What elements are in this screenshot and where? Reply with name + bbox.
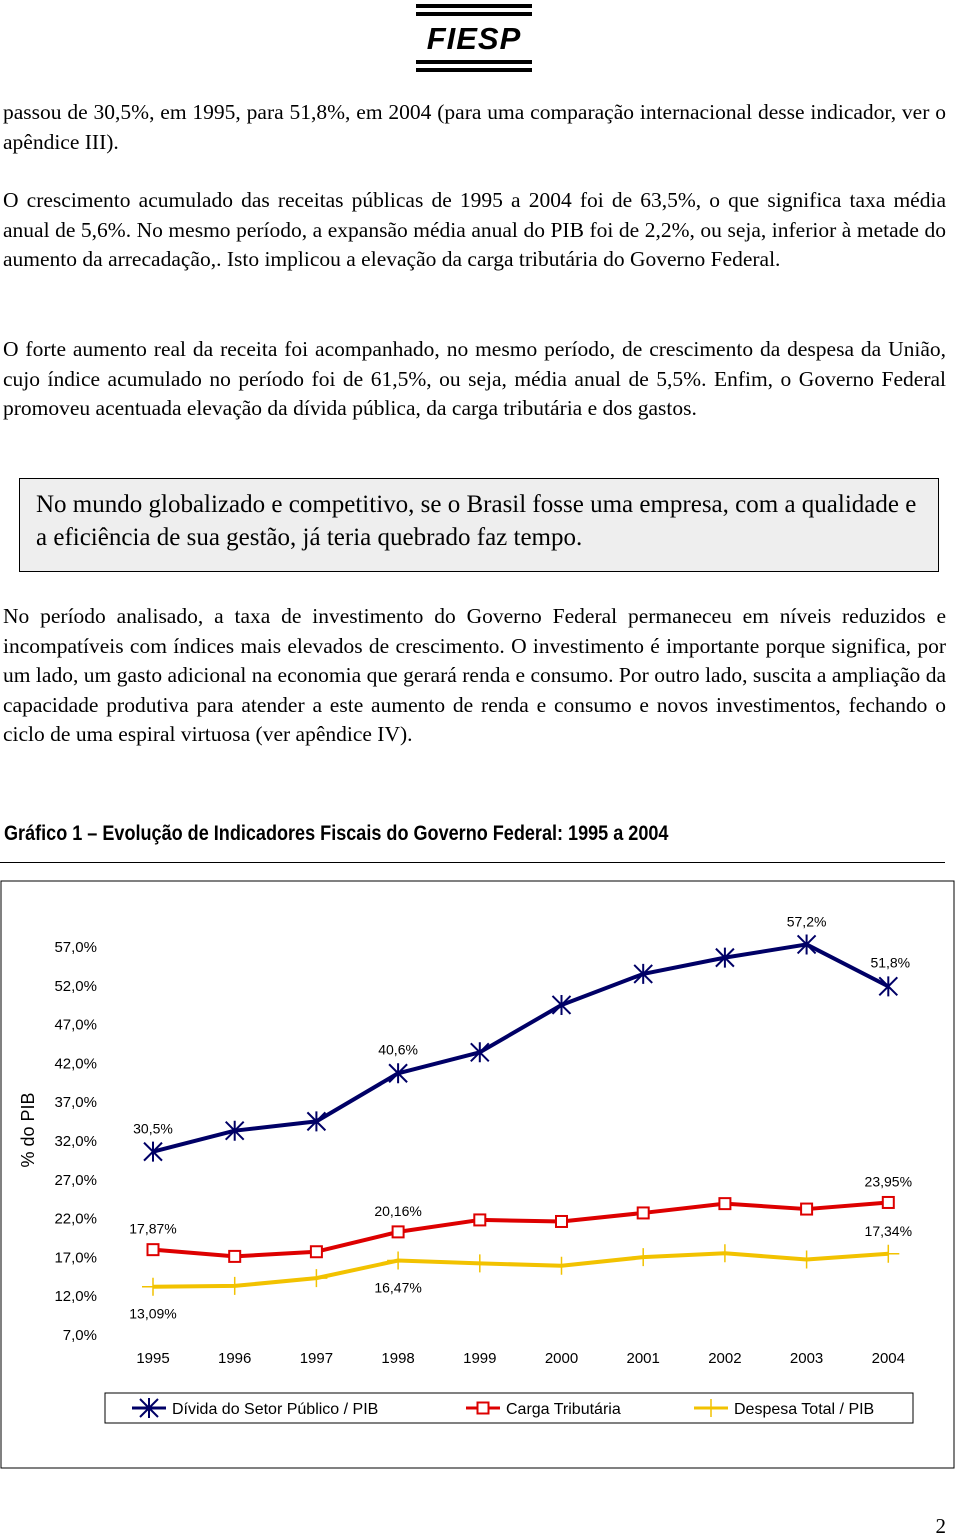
y-tick-label: 22,0% xyxy=(54,1210,97,1228)
page-number: 2 xyxy=(935,1514,946,1538)
y-tick-label: 52,0% xyxy=(54,977,97,995)
x-tick-label: 2004 xyxy=(871,1350,905,1367)
y-tick-label: 17,0% xyxy=(54,1249,97,1267)
data-point xyxy=(474,1214,485,1225)
y-tick-label: 12,0% xyxy=(54,1288,97,1306)
x-tick-label: 2001 xyxy=(626,1350,660,1367)
data-label: 23,95% xyxy=(864,1173,913,1190)
data-label: 20,16% xyxy=(374,1202,422,1219)
highlight-box: No mundo globalizado e competitivo, se o Brasil fosse uma empresa, com a qualidade e a eficiência de sua gestão, já teria quebrado faz tempo. xyxy=(19,478,939,572)
x-tick-label: 1999 xyxy=(463,1350,497,1367)
data-point xyxy=(796,1251,818,1269)
data-point xyxy=(229,1251,240,1262)
data-label: 51,8% xyxy=(870,954,911,971)
data-point xyxy=(632,1248,654,1266)
data-point xyxy=(311,1246,322,1257)
data-point xyxy=(714,1244,736,1262)
data-label: 17,87% xyxy=(129,1220,177,1237)
figure-title-rule xyxy=(0,862,945,863)
series-line-1 xyxy=(153,944,888,1151)
data-point xyxy=(148,1244,159,1255)
data-point xyxy=(387,1252,409,1270)
data-label: 16,47% xyxy=(374,1279,422,1296)
data-label: 17,34% xyxy=(864,1222,913,1239)
data-point xyxy=(801,1204,812,1215)
paragraph-1: passou de 30,5%, em 1995, para 51,8%, em 2004 (para uma comparação internacional desse indicador, ver o apêndice III). xyxy=(3,100,946,154)
y-tick-label: 42,0% xyxy=(54,1055,97,1073)
y-tick-label: 27,0% xyxy=(54,1171,97,1189)
x-tick-label: 1998 xyxy=(381,1350,415,1367)
y-tick-label: 7,0% xyxy=(62,1327,97,1344)
data-point xyxy=(224,1277,246,1295)
data-point xyxy=(556,1216,567,1227)
data-label: 57,2% xyxy=(786,913,827,930)
legend-label-3: Despesa Total / PIB xyxy=(734,1401,875,1418)
data-label: 13,09% xyxy=(129,1305,177,1322)
x-tick-label: 2002 xyxy=(708,1350,742,1367)
series-line-3 xyxy=(153,1253,888,1286)
x-tick-label: 2000 xyxy=(544,1350,579,1367)
legend-marker-2 xyxy=(478,1403,489,1414)
chart-frame xyxy=(1,881,954,1468)
data-point xyxy=(142,1278,164,1296)
series-line-2 xyxy=(153,1202,888,1256)
legend-label-2: Carga Tributária xyxy=(506,1401,621,1418)
data-point xyxy=(469,1254,491,1272)
fiesp-logo xyxy=(416,4,532,72)
data-point xyxy=(551,1257,573,1275)
paragraph-4: No período analisado, a taxa de investimento do Governo Federal permaneceu em níveis reduzidos e incompatíveis com índices mais elevados de crescimento. O investimento é importante porque significa, por um lado, um gasto adicional na economia que gerará renda e consumo. Por outro lado, suscita a ampliação da capacidade produtiva para atender a este aumento de renda e consumo e novos investimentos, fechando o ciclo de uma espiral virtuosa (ver apêndice IV). xyxy=(3,604,946,747)
y-tick-label: 32,0% xyxy=(54,1133,97,1150)
y-tick-label: 47,0% xyxy=(54,1016,97,1034)
data-point xyxy=(879,976,897,996)
data-point xyxy=(719,1198,730,1209)
data-label: 40,6% xyxy=(378,1041,418,1058)
y-tick-label: 57,0% xyxy=(54,939,97,956)
x-tick-label: 1995 xyxy=(136,1350,170,1367)
y-axis-label: % do PIB xyxy=(18,1092,38,1168)
data-point xyxy=(883,1197,894,1208)
data-point xyxy=(305,1269,327,1287)
data-point xyxy=(877,1245,899,1263)
data-point xyxy=(638,1207,649,1218)
y-tick-label: 37,0% xyxy=(54,1094,97,1112)
paragraph-2: O crescimento acumulado das receitas públicas de 1995 a 2004 foi de 63,5%, o que significa taxa média anual de 5,6%. No mesmo período, a expansão média anual do PIB foi de 2,2%, ou seja, inferior à metade do aumento da arrecadação,. Isto implicou a elevação da carga tributária do Governo Federal. xyxy=(3,188,946,272)
data-label: 30,5% xyxy=(133,1120,173,1137)
x-tick-label: 2003 xyxy=(789,1350,824,1367)
x-tick-label: 1996 xyxy=(218,1350,252,1367)
x-tick-label: 1997 xyxy=(299,1350,334,1367)
data-point xyxy=(393,1226,404,1237)
figure-title: Gráfico 1 – Evolução de Indicadores Fiscais do Governo Federal: 1995 a 2004 xyxy=(4,822,669,845)
fiscal-indicators-chart xyxy=(0,880,960,1470)
logo-text: FIESP xyxy=(426,21,522,56)
legend-label-1: Dívida do Setor Público / PIB xyxy=(172,1401,379,1418)
data-point xyxy=(553,995,571,1015)
paragraph-3: O forte aumento real da receita foi acompanhado, no mesmo período, de crescimento da despesa da União, cujo índice acumulado no período foi de 61,5%, ou seja, média anual de 5,5%. Enfim, o Governo Federal promoveu acentuada elevação da dívida pública, da carga tributária e dos gastos. xyxy=(3,337,946,421)
